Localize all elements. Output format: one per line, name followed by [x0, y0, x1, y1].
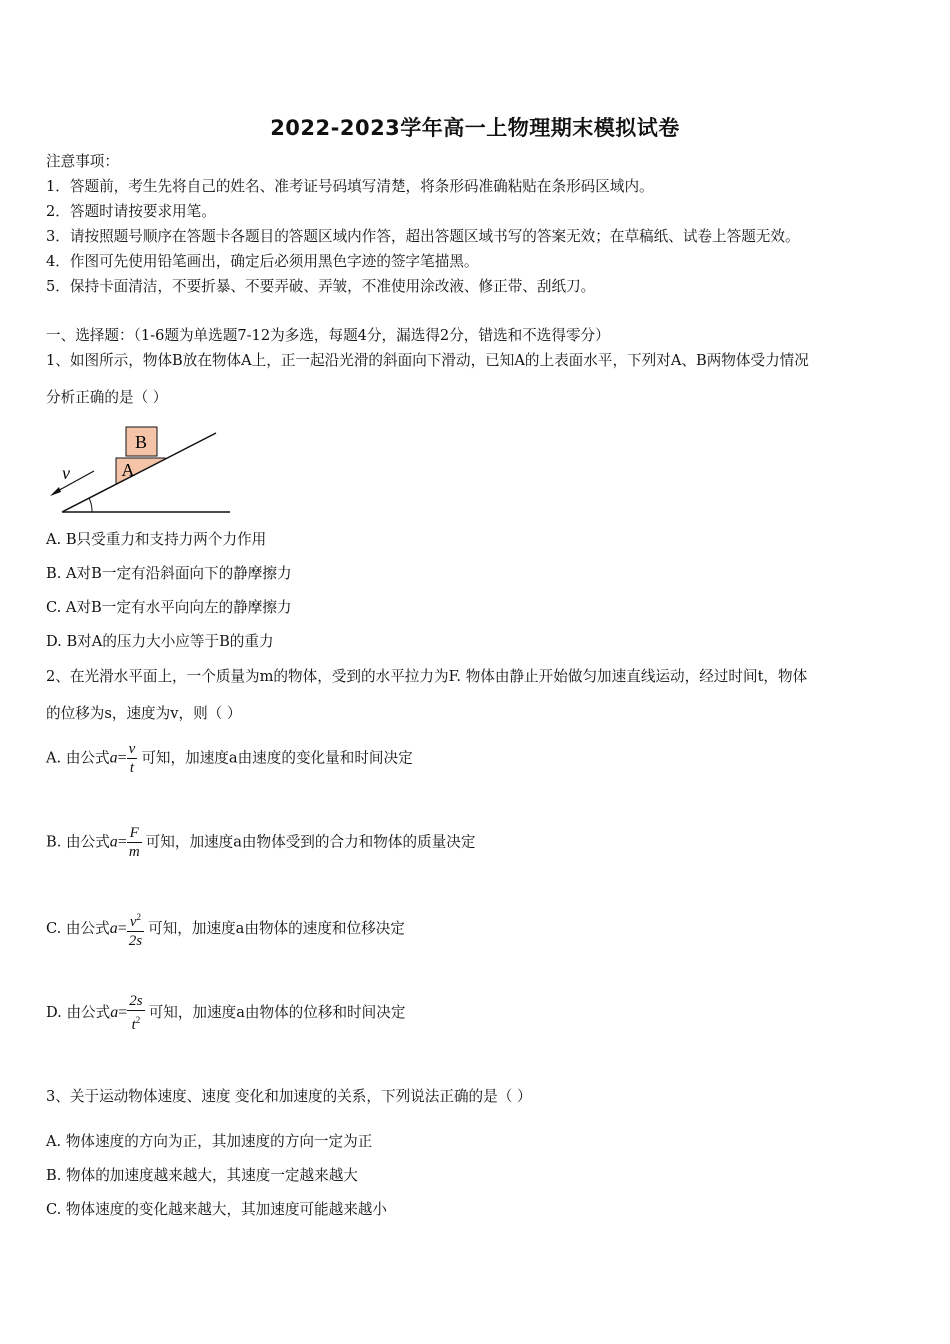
option-prefix: D. 由公式	[46, 1004, 111, 1021]
notice-item: 1．答题前，考生先将自己的姓名、准考证号码填写清楚，将条形码准确粘贴在条形码区域内。	[46, 178, 654, 195]
option-suffix: 可知，加速度a由物体的速度和位移决定	[148, 920, 405, 937]
option-prefix: B. 由公式	[46, 833, 110, 851]
option-suffix: 可知，加速度a由速度的变化量和时间决定	[141, 749, 413, 767]
formula-lhs: a=	[109, 749, 127, 767]
notice-item: 3．请按照题号顺序在答题卡各题目的答题区域内作答，超出答题区域书写的答案无效；在草稿纸、试卷上答题无效。	[46, 228, 800, 245]
formula-fraction: $\frac{v}{t}$	[128, 741, 136, 776]
angle-arc	[89, 498, 92, 512]
option-prefix: C. 由公式	[46, 920, 110, 937]
notice-heading: 注意事项：	[46, 153, 119, 170]
notice-item: 4．作图可先使用铅笔画出，确定后必须用黑色字迹的签字笔描黑。	[46, 253, 479, 270]
q1-stem-line1: 1、如图所示，物体B放在物体A上，正一起沿光滑的斜面向下滑动，已知A的上表面水平，下列对A、B两物体受力情况	[46, 352, 809, 369]
option-suffix: 可知，加速度a由物体受到的合力和物体的质量决定	[145, 833, 476, 851]
incline-diagram	[40, 418, 240, 518]
q2-stem-line1: 2、在光滑水平面上，一个质量为m的物体，受到的水平拉力为F. 物体由静止开始做匀加速直线运动，经过时间t，物体	[46, 668, 808, 685]
arrow-head	[50, 487, 61, 496]
q1-option-d: D. B对A的压力大小应等于B的重力	[46, 633, 274, 650]
notice-item: 2．答题时请按要求用笔。	[46, 203, 216, 220]
label-v: v	[62, 463, 70, 483]
label-a: A	[121, 460, 135, 480]
label-b: B	[134, 432, 148, 452]
q3-option-c: C. 物体速度的变化越来越大，其加速度可能越来越小	[46, 1201, 387, 1218]
q3-option-a: A. 物体速度的方向为正，其加速度的方向一定为正	[46, 1133, 373, 1150]
q1-option-a: A. B只受重力和支持力两个力作用	[46, 531, 267, 548]
q2-option-d	[46, 992, 405, 1034]
formula-fraction: $\frac{F}{m}$	[128, 825, 140, 860]
q2-stem-line2: 的位移为s，速度为v，则（ ）	[46, 705, 242, 722]
formula-lhs: a=	[109, 833, 127, 851]
notice-item: 5．保持卡面清洁，不要折暴、不要弄破、弄皱，不准使用涂改液、修正带、刮纸刀。	[46, 278, 596, 295]
page-title: 2022-2023学年高一上物理期末模拟试卷	[270, 116, 680, 140]
q3-stem: 3、关于运动物体速度、速度 变化和加速度的关系，下列说法正确的是（ ）	[46, 1088, 532, 1105]
option-prefix: A. 由公式	[46, 749, 110, 767]
q1-option-b: B. A对B一定有沿斜面向下的静摩擦力	[46, 565, 292, 582]
q1-option-c: C. A对B一定有水平向向左的静摩擦力	[46, 599, 292, 616]
formula-lhs: a=	[109, 920, 127, 937]
formula-lhs: a=	[110, 1004, 128, 1021]
q1-stem-line2: 分析正确的是（ ）	[46, 389, 168, 406]
q2-option-c	[46, 908, 405, 950]
formula-fraction: $\frac{2s}{t^2}$	[129, 993, 143, 1033]
section-heading: 一、选择题：（1-6题为单选题7-12为多选，每题4分，漏选得2分，错选和不选得零分）	[46, 327, 610, 344]
q2-option-b	[46, 824, 475, 861]
option-suffix: 可知，加速度a由物体的位移和时间决定	[148, 1004, 406, 1021]
q2-option-a	[46, 740, 413, 777]
formula-fraction: $\frac{v^2}{2s}$	[128, 912, 143, 949]
q3-option-b: B. 物体的加速度越来越大，其速度一定越来越大	[46, 1167, 358, 1184]
